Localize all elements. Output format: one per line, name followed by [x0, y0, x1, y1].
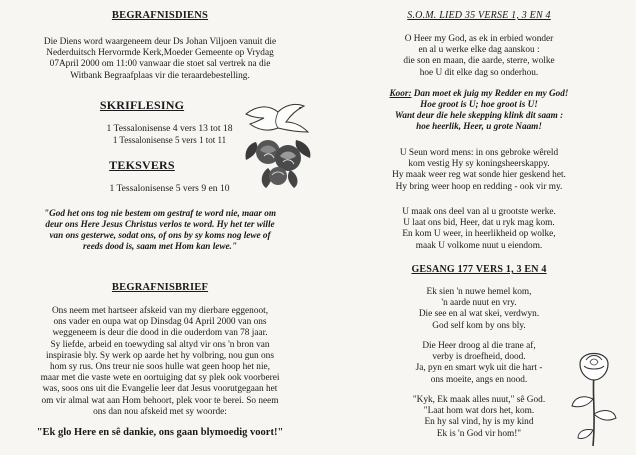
lyric-line: maak U volkome nuut u eiendom.: [415, 240, 543, 251]
dove-with-roses-icon: [238, 92, 318, 192]
quote-line: deur ons Here Jesus Christus verlos te word. Hy het ter wille: [45, 219, 275, 229]
text-line: weggeneem is deur die dood in die ouderdom van 78 jaar.: [52, 328, 268, 339]
lyric-line: en al u werke elke dag aanskou :: [418, 45, 540, 56]
lyric-line: U maak ons deel van al u grootste werke.: [402, 207, 556, 217]
lyric-line: hoe heerlik, Heer, u grote Naam!: [416, 121, 542, 131]
lyric-line: Want deur die hele skepping klink dit saam :: [394, 110, 564, 120]
text-line: Sy liefde, arbeid en toewyding sal altyd vir ons 'n bron van: [50, 339, 270, 350]
koor-line: [322, 88, 636, 99]
som-koor: [322, 88, 636, 132]
som-heading: S.O.M. LIED 35 VERSE 1, 3 EN 4: [407, 10, 551, 21]
lyric-line: "Laat hom wat dors het, kom.: [423, 406, 535, 417]
text-line: ons vader en oupa wat op Dinsdag 04 April 2000 van ons: [53, 317, 267, 328]
lyric-line: Hy bring weer hoop en redding - ook vir my.: [395, 181, 563, 192]
text-line: Witbank Begraafplaas vir die teraardebestelling.: [70, 70, 250, 81]
lyric-line: Hy maak weer reg wat sonde hier geskend het.: [392, 170, 566, 181]
quote-line: reeds dood is, saam met Hom kan lewe.": [83, 241, 237, 251]
som-verse-4: [322, 207, 636, 252]
lyric-line: Die see en al wat skei, verdwyn.: [418, 309, 540, 320]
lyric-line: Ja, pyn en smart wyk uit die hart -: [415, 363, 543, 374]
lyric-line: verby is droefheid, dood.: [432, 352, 526, 363]
lyric-line: kom vestig Hy sy koningsheerskappy.: [408, 159, 550, 170]
begrafnisbrief-heading: BEGRAFNISBRIEF: [111, 282, 209, 293]
begrafnisbrief-text: [0, 306, 320, 418]
text-line: was, soos ons uit die Evangelie leer dat Jesus voorutgegaan het: [42, 384, 278, 395]
skriflesing-text: [82, 123, 257, 146]
text-line: Die Diens word waargeneem deur Ds Johan Viljoen vanuit die: [43, 37, 277, 47]
lyric-line: God self kom by ons bly.: [432, 320, 526, 331]
lyric-line: O Heer my God, as ek in erbied wonder: [404, 34, 554, 44]
begrafnisdiens-heading: BEGRAFNISDIENS: [111, 10, 209, 21]
som-verse-1: [322, 34, 636, 79]
text-line: maar met die vaste wete en oortuiging dat sy plek ook voorberei: [40, 373, 280, 384]
gesang-heading: GESANG 177 VERS 1, 3 EN 4: [411, 264, 547, 275]
lyric-line: Dan moet ek juig my Redder en my God!: [411, 88, 569, 98]
text-line: Nederduitsch Hervormde Kerk,Moeder Gemeente op Vrydag: [46, 48, 274, 59]
text-line: 07April 2000 om 11:00 vanwaar die stoet sal vertrek na die: [49, 59, 271, 70]
rose-icon: [566, 344, 622, 448]
text-line: 1 Tessalonisense 5 vers 1 tot 11: [112, 134, 227, 145]
text-line: ons dan nou afskeid met sy woorde:: [93, 406, 227, 417]
skriflesing-heading: SKRIFLESING: [99, 98, 185, 112]
text-line: 1 Tessalonisense 4 vers 13 tot 18: [106, 123, 233, 134]
lyric-line: En hy sal vind, hy is my kind: [424, 417, 534, 428]
lyric-line: Die Heer droog al die trane af,: [422, 341, 536, 351]
gesang-verse-1: [322, 287, 636, 332]
quote-line: van ons gesterwe, sodat ons, of ons by sy koms nog lewe of: [49, 230, 271, 240]
lyric-line: Hoe groot is U; hoe groot is U!: [420, 99, 538, 109]
lyric-line: "Kyk, Ek maak alles nuut," sê God.: [412, 395, 546, 405]
lyric-line: 'n aarde nuut en vry.: [441, 298, 517, 309]
text-line: 1 Tessalonisense 5 vers 9 en 10: [109, 183, 230, 194]
lyric-line: ons moeite, angs en nood.: [430, 374, 528, 385]
teksvers-heading: TEKSVERS: [109, 158, 175, 172]
lyric-line: En kom U weer, in heerlikheid op wolke,: [402, 229, 556, 240]
begrafnisdiens-text: [0, 37, 320, 82]
lyric-line: U Seun word mens: in ons gebroke wêreld: [399, 148, 559, 158]
teksvers-quote: [0, 208, 320, 252]
begrafnisbrief-closing: "Ek glo Here en sê dankie, ons gaan blymoedig voort!": [36, 427, 284, 438]
quote-line: "God het ons tog nie bestem om gestraf te word nie, maar om: [44, 208, 276, 218]
lyric-line: Ek sien 'n nuwe hemel kom,: [426, 287, 532, 297]
text-line: inspirasie bly. Sy werk op aarde het hy volbring, nou gun ons: [46, 350, 274, 361]
text-line: hom sy rus. Ons treur nie soos hulle wat geen hoop het nie,: [50, 362, 270, 373]
teksvers-text: [82, 183, 257, 194]
som-verse-3: [322, 148, 636, 193]
lyric-line: U laat ons bid, Heer, dat u ryk mag kom.: [403, 218, 555, 229]
lyric-line: die son en maan, die aarde, sterre, wolke: [403, 56, 555, 67]
lyric-line: hoe U dit elke dag so onderhou.: [419, 67, 539, 78]
lyric-line: Ek is 'n God vir hom!": [436, 428, 522, 439]
text-line: om vir almal wat aan Hom behoort, plek voor te berei. So neem: [41, 395, 279, 406]
text-line: Ons neem met hartseer afskeid van my dierbare eggenoot,: [51, 306, 269, 316]
koor-label: Koor:: [389, 88, 412, 98]
